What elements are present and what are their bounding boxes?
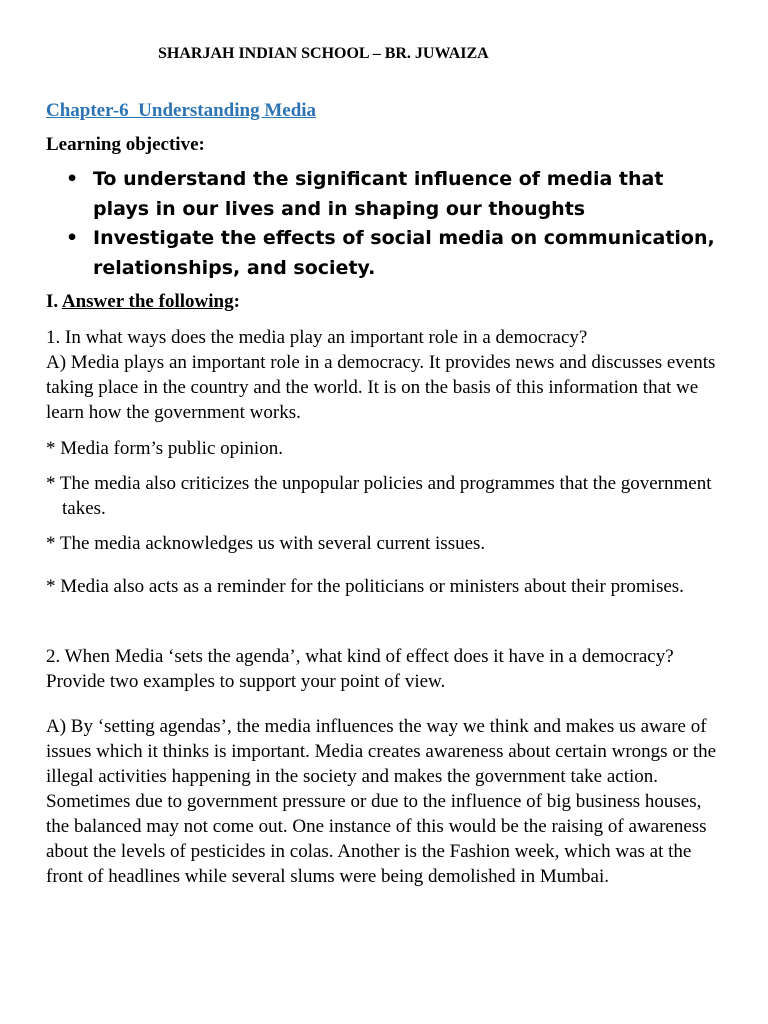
- answer-1-point: * Media form’s public opinion.: [46, 438, 283, 459]
- question-2: 2. When Media ‘sets the agenda’, what kind of effect does it have in a democracy? Provide two examples to support your point of view.: [46, 646, 674, 692]
- bullet-icon: •: [66, 168, 79, 190]
- section-colon: :: [233, 291, 240, 312]
- answer-2: A) By ‘setting agendas’, the media influences the way we think and makes us aware of issues which it thinks is important. Media creates awareness about certain wrongs or the illegal activities happening in the society and makes the government take action. Sometimes due to government pressure or due to the influence of big business houses, the balanced may not come out. One instance of this would be the raising of awareness about the levels of pesticides in colas. Another is the Fashion week, which was at the front of headlines while several slums were being demolished in Mumbai.: [46, 716, 717, 887]
- section-title: Answer the following: [61, 291, 234, 312]
- objective-item: [46, 224, 726, 283]
- answer-1: A) Media plays an important role in a democracy. It provides news and discusses events taking place in the country and the world. It is on the basis of this information that we learn how the government works.: [46, 352, 716, 423]
- answer-1-point: * Media also acts as a reminder for the politicians or ministers about their promises.: [46, 576, 684, 597]
- learning-objective-heading: Learning objective:: [46, 134, 205, 155]
- question-1: 1. In what ways does the media play an important role in a democracy?: [46, 327, 588, 348]
- objective-item: [46, 165, 726, 224]
- bullet-icon: •: [66, 227, 79, 249]
- chapter-title: Chapter-6 Understanding Media: [46, 100, 317, 121]
- learning-objectives-list: [46, 165, 726, 283]
- section-heading: [46, 291, 240, 313]
- school-header: SHARJAH INDIAN SCHOOL – BR. JUWAIZA: [158, 45, 489, 62]
- answer-1-point: * The media also criticizes the unpopular policies and programmes that the government takes.: [46, 473, 712, 519]
- answer-1-point: * The media acknowledges us with several current issues.: [46, 533, 486, 554]
- objective-text: To understand the significant influence of media that plays in our lives and in shaping our thoughts: [93, 168, 664, 220]
- objective-text: Investigate the effects of social media on communication, relationships, and society.: [93, 227, 715, 279]
- section-numeral: I.: [46, 291, 59, 312]
